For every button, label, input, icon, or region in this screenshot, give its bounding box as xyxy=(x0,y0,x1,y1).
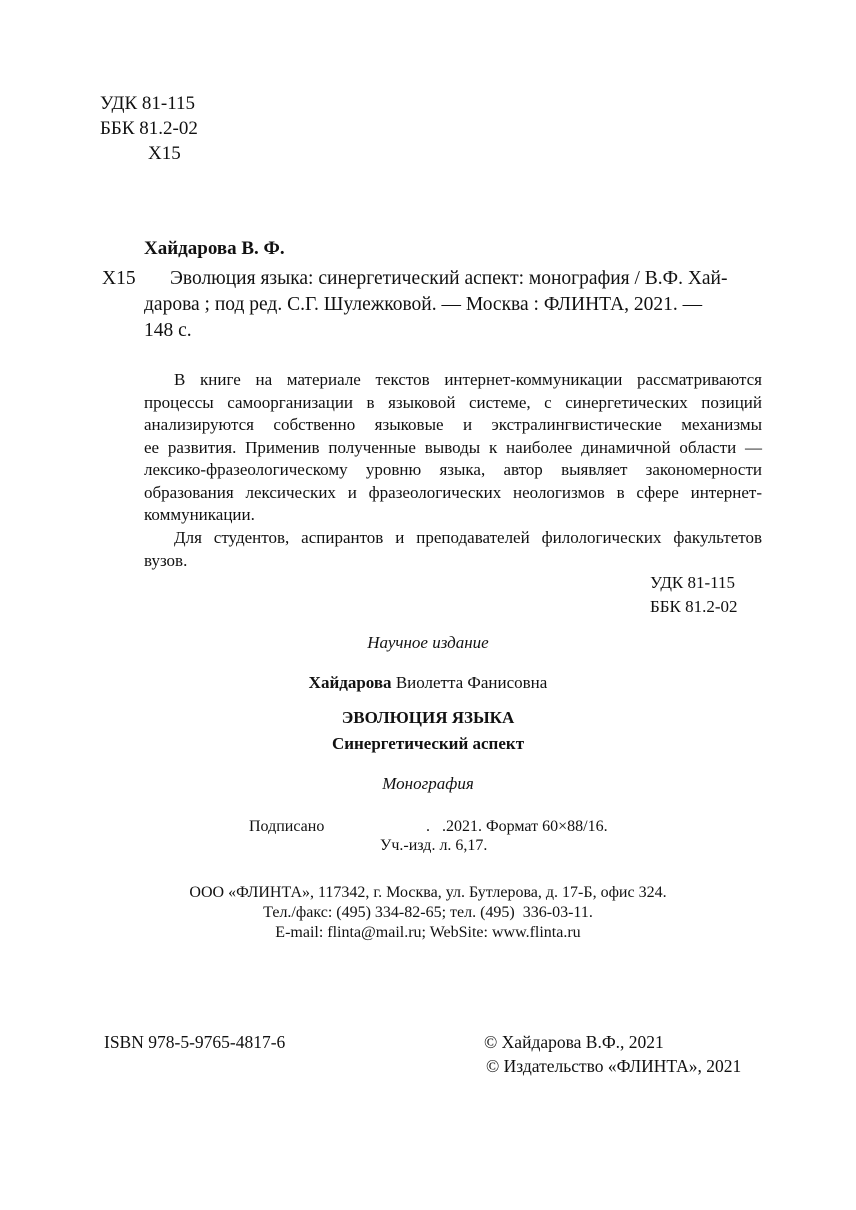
imprint-subtitle: Синергетический аспект xyxy=(331,734,525,753)
audience-paragraph xyxy=(144,527,762,572)
author-mark-bib: Х15 xyxy=(102,268,136,289)
imprint-author-given: Виолетта Фанисовна xyxy=(391,673,548,692)
annotation-line: образования лексических и фразеологических неологизмов в сфере интернет- xyxy=(144,482,762,502)
copyright-publisher: © Издательство «ФЛИНТА», 2021 xyxy=(486,1056,742,1076)
copyright-author: © Хайдарова В.Ф., 2021 xyxy=(484,1032,664,1052)
annotation-line: лексико-фразеологическому уровню языка, автор выявляет закономерности xyxy=(144,460,762,479)
publishing-sheets: Уч.-изд. л. 6,17. xyxy=(380,837,488,854)
audience-line-2: вузов. xyxy=(144,550,188,570)
publisher-address: ООО «ФЛИНТА», 117342, г. Москва, ул. Бутлерова, д. 17-Б, офис 324. xyxy=(189,884,667,901)
isbn: ISBN 978-5-9765-4817-6 xyxy=(104,1032,286,1052)
bib-line-1: Эволюция языка: синергетический аспект: монография / В.Ф. Хай- xyxy=(170,268,728,289)
udk-code-top: УДК 81-115 xyxy=(100,93,196,114)
author-mark-top: Х15 xyxy=(148,143,181,164)
signed-value: . .2021. Формат 60×88/16. xyxy=(426,818,608,835)
signed-label: Подписано xyxy=(249,818,325,835)
imprint-author-surname: Хайдарова xyxy=(308,673,392,692)
imprint-author xyxy=(0,673,856,693)
imprint-title: ЭВОЛЮЦИЯ ЯЗЫКА xyxy=(341,708,515,727)
annotation-paragraph xyxy=(144,369,762,527)
udk-code-bottom: УДК 81-115 xyxy=(650,573,736,592)
publisher-email-web: E-mail: flinta@mail.ru; WebSite: www.flinta.ru xyxy=(275,924,581,941)
annotation-line: В книге на материале текстов интернет-коммуникации рассматриваются xyxy=(174,370,762,389)
publisher-phone: Тел./факс: (495) 334-82-65; тел. (495) 336-03-11. xyxy=(263,904,593,921)
annotation-line: процессы самоорганизации в языковой системе, с синергетических позиций xyxy=(144,392,762,412)
annotation-line: коммуникации. xyxy=(144,505,255,524)
author-heading: Хайдарова В. Ф. xyxy=(144,238,285,259)
audience-line-1: Для студентов, аспирантов и преподавателей филологических факультетов xyxy=(174,528,762,547)
bbk-code-bottom: ББК 81.2-02 xyxy=(650,597,738,616)
bib-line-2: дарова ; под ред. С.Г. Шулежковой. — Москва : ФЛИНТА, 2021. — xyxy=(144,294,703,315)
edition-type: Научное издание xyxy=(367,633,489,652)
imprint-genre: Монография xyxy=(382,774,474,793)
annotation-line: ее развития. Применив полученные выводы к наиболее динамичной области — xyxy=(144,437,762,457)
bib-line-3: 148 с. xyxy=(144,320,192,341)
annotation-line: анализируются собственно языковые и экстралингвистические механизмы xyxy=(144,415,762,434)
bbk-code-top: ББК 81.2-02 xyxy=(100,118,198,139)
